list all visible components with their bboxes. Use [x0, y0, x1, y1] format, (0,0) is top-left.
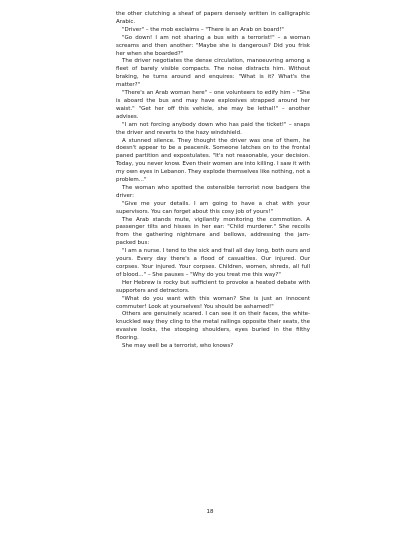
- paragraph: "Go down! I am not sharing a bus with a terrorist!" – a woman screams and then another: "Maybe she is dangerous? Did you frisk her when she boarded?": [116, 34, 310, 57]
- paragraph: The driver negotiates the dense circulation, manoeuvring among a fleet of barely visible compacts. The noise distracts him. Without braking, he turns around and enquires: "What is it? What's the matter?": [116, 58, 310, 89]
- paragraph: The woman who spotted the ostensible terrorist now badgers the driver:: [116, 184, 310, 199]
- paragraph: "What do you want with this woman? She is just an innocent commuter! Look at yourselves! You should be ashamed!": [116, 295, 310, 310]
- paragraph: A stunned silence. They thought the driver was one of them, he doesn't appear to be a peacenik. Someone latches on to the frontal paned partition and expostulates. "It's not reasonable, your decision. Today, you never know. Even their women are into killing. I saw it with my own eyes in Lebanon. They explode themselves like nothing, not a problem...": [116, 137, 310, 184]
- paragraph: She may well be a terrorist, who knows?: [122, 343, 234, 350]
- paragraph: "I am a nurse. I tend to the sick and frail all day long, both ours and yours. Every day there's a flood of casualties. Our injured. Our corpses. Your injured. Your corpses. Children, women, shreds, all full of blood..." – She pauses – "Why do you treat me this way?": [116, 248, 310, 278]
- paragraph: "Driver" – the mob exclaims – "There is an Arab on board!": [122, 26, 284, 33]
- body-text: [116, 11, 310, 351]
- paragraph: Others are genuinely scared. I can see it on their faces, the white-knuckled way they cling to the metal railings opposite their seats, the evasive looks, the stooping shoulders, eyes buried in the filthy flooring.: [116, 311, 310, 342]
- paragraph: The Arab stands mute, vigilantly monitoring the commotion. A passenger tilts and hisses in her ear: "Child murderer." She recoils from the gathering nightmare and bellows, addressing the jam-packed bus:: [116, 216, 310, 247]
- paragraph: Her Hebrew is rocky but sufficient to provoke a heated debate with supporters and detractors.: [116, 279, 310, 294]
- paragraph: "I am not forcing anybody down who has paid the ticket!" – snaps the driver and reverts to the hazy windshield.: [116, 121, 310, 136]
- page-number: 18: [206, 509, 214, 515]
- paragraph: the other clutching a sheaf of papers densely written in calligraphic Arabic.: [116, 11, 310, 25]
- paragraph: "Give me your details. I am going to have a chat with your supervisors. You can forget about this cosy job of yours!": [116, 200, 310, 215]
- paragraph: "There's an Arab woman here" – one volunteers to edify him – "She is aboard the bus and may have explosives strapped around her waist." "Get her off this vehicle, she may be lethal!" – another advises.: [116, 90, 310, 120]
